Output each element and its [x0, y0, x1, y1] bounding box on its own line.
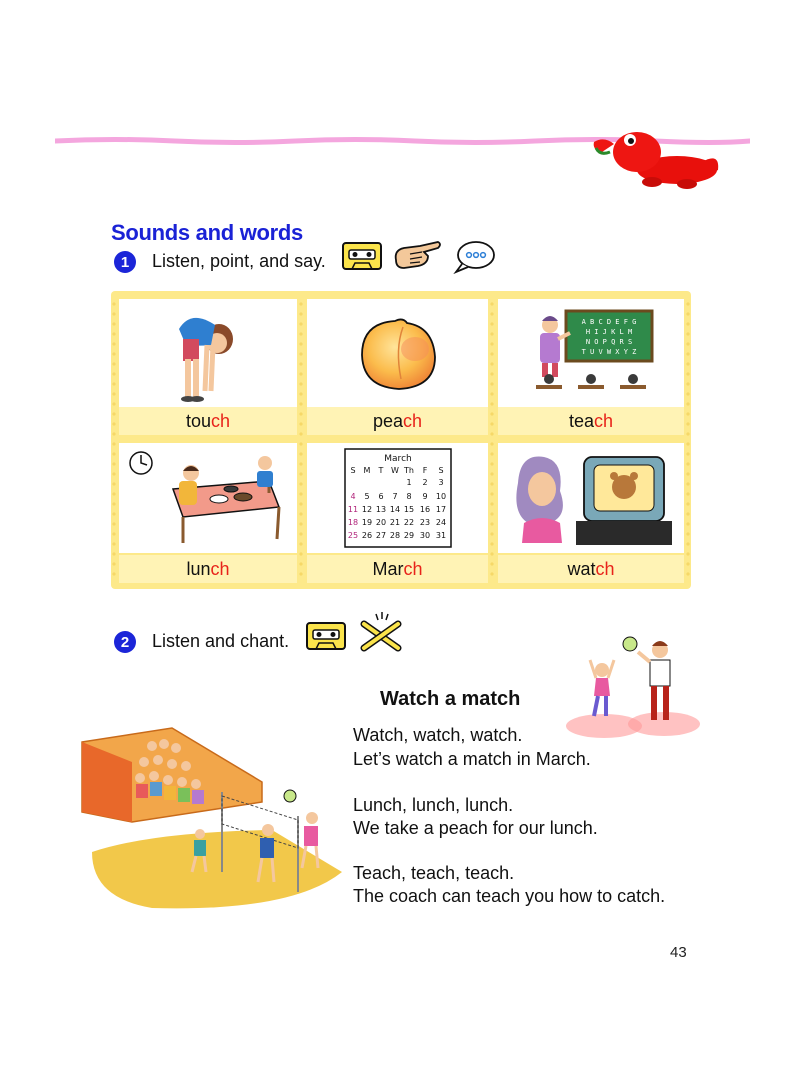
- calendar-date: 9: [422, 492, 428, 501]
- calendar-month: March: [384, 454, 412, 464]
- chant-line: Let’s watch a match in March.: [353, 749, 591, 769]
- picture-cell-teach: [498, 299, 684, 407]
- calendar-date: 24: [435, 518, 447, 527]
- activity-instruction: Listen, point, and say.: [152, 251, 326, 271]
- word-ch-sound: ch: [595, 559, 615, 579]
- grid-dotted-border: [686, 299, 690, 581]
- word-ch-sound: ch: [210, 559, 230, 579]
- word-label-teach: [498, 407, 684, 435]
- watching-tv-illustration: [498, 443, 684, 553]
- calendar-date: 19: [361, 518, 373, 527]
- peach-illustration: [307, 299, 488, 407]
- pointing-hand-icon: [392, 238, 442, 272]
- calendar-date: 16: [419, 505, 431, 514]
- board-letters-line: H I J K L M: [585, 328, 633, 336]
- calendar-date: 2: [422, 478, 428, 487]
- calendar-date: 14: [389, 505, 401, 514]
- section-title: Sounds and words: [111, 220, 303, 245]
- grid-dotted-border: [112, 299, 116, 581]
- calendar-date: 12: [361, 505, 373, 514]
- calendar-date: 11: [347, 505, 359, 514]
- calendar-date: 3: [438, 478, 444, 487]
- calendar-date: 20: [375, 518, 387, 527]
- calendar-date: 25: [347, 531, 359, 540]
- word-stem: lun: [186, 559, 211, 579]
- calendar-day: T: [378, 466, 384, 475]
- chant-line: Teach, teach, teach.: [353, 863, 515, 883]
- chant-line: Watch, watch, watch.: [353, 725, 523, 745]
- word-label-lunch: [119, 555, 297, 583]
- calendar-date: 18: [347, 518, 359, 527]
- calendar-date: 15: [403, 505, 415, 514]
- grid-dotted-divider: [490, 299, 494, 581]
- volleyball-match-illustration: [72, 722, 348, 912]
- lunch-illustration: [119, 443, 297, 553]
- chant-title: Watch a match: [380, 688, 521, 710]
- board-letters-line: T U V W X Y Z: [581, 348, 637, 356]
- activity-number-badge: 1: [114, 251, 136, 273]
- word-stem: tea: [568, 411, 594, 431]
- calendar-date: 29: [403, 531, 415, 540]
- volleyball-kids-illustration: [556, 632, 702, 740]
- speech-bubble-icon: [452, 240, 496, 274]
- word-stem: pea: [372, 411, 404, 431]
- drumsticks-icon: [358, 612, 404, 652]
- chant-line: The coach can teach you how to catch.: [353, 886, 666, 906]
- cassette-icon: [306, 622, 346, 650]
- activity-number-badge: 2: [114, 631, 136, 653]
- grid-dotted-divider: [299, 299, 303, 581]
- calendar-date: 23: [419, 518, 431, 527]
- word-ch-sound: ch: [594, 411, 614, 431]
- red-dinosaur-mascot-icon: [582, 122, 722, 192]
- calendar-date: 4: [350, 492, 356, 501]
- calendar-date: 13: [375, 505, 387, 514]
- picture-cell-march: [307, 443, 488, 553]
- teacher-illustration: [498, 299, 684, 407]
- calendar-date: 10: [435, 492, 447, 501]
- board-letters-line: A B C D E F G: [581, 318, 637, 326]
- calendar-day: S: [438, 466, 444, 475]
- calendar-date: 6: [378, 492, 384, 501]
- vocabulary-grid: [111, 291, 691, 589]
- calendar-date: 31: [435, 531, 447, 540]
- chant-line: We take a peach for our lunch.: [353, 818, 598, 838]
- calendar-date: 26: [361, 531, 373, 540]
- calendar-date: 7: [392, 492, 398, 501]
- chant-line: Lunch, lunch, lunch.: [353, 795, 514, 815]
- calendar-date: 21: [389, 518, 401, 527]
- calendar-day: M: [363, 466, 371, 475]
- bending-person-illustration: [119, 299, 297, 407]
- calendar-date: 1: [406, 478, 412, 487]
- word-stem: wat: [567, 559, 596, 579]
- page-number: 43: [670, 944, 687, 961]
- calendar-date: 28: [389, 531, 401, 540]
- calendar-day: Th: [404, 466, 414, 475]
- word-ch-sound: ch: [403, 559, 423, 579]
- word-ch-sound: ch: [211, 411, 231, 431]
- calendar-date: 30: [419, 531, 431, 540]
- word-ch-sound: ch: [403, 411, 423, 431]
- activity-instruction: Listen and chant.: [152, 631, 290, 651]
- calendar-date: 22: [403, 518, 415, 527]
- march-calendar-illustration: [307, 443, 488, 553]
- word-stem: tou: [185, 411, 211, 431]
- calendar-day: W: [391, 466, 399, 475]
- board-letters-line: N O P Q R S: [585, 338, 633, 346]
- picture-cell-peach: [307, 299, 488, 407]
- calendar-date: 5: [364, 492, 370, 501]
- word-label-watch: [498, 555, 684, 583]
- calendar-day: S: [350, 466, 356, 475]
- calendar-day: F: [422, 466, 428, 475]
- calendar-date: 8: [406, 492, 412, 501]
- picture-cell-lunch: [119, 443, 297, 553]
- word-label-touch: [119, 407, 297, 435]
- word-label-peach: [307, 407, 488, 435]
- picture-cell-touch: [119, 299, 297, 407]
- word-stem: Mar: [372, 559, 404, 579]
- calendar-date: 27: [375, 531, 387, 540]
- cassette-icon: [342, 242, 382, 270]
- word-label-march: [307, 555, 488, 583]
- picture-cell-watch: [498, 443, 684, 553]
- calendar-date: 17: [435, 505, 447, 514]
